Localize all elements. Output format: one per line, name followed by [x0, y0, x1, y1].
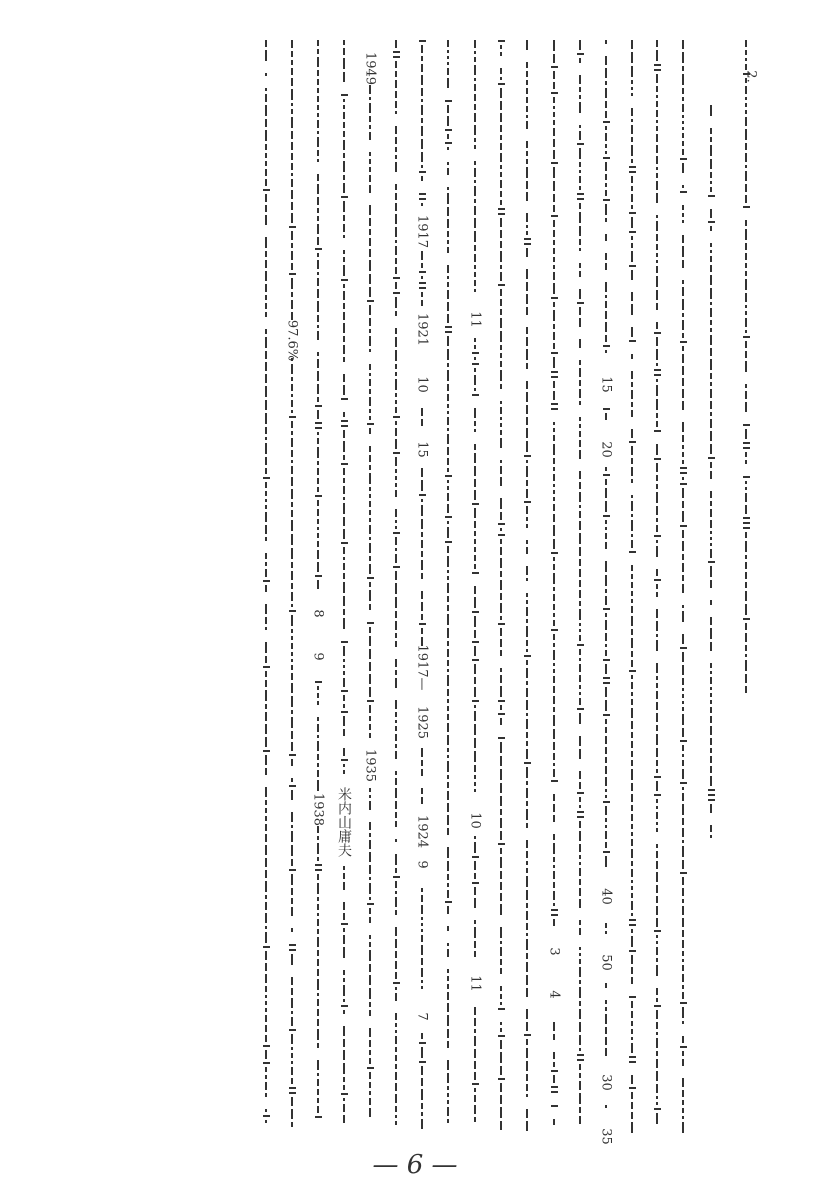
- text-column: [307, 40, 329, 1130]
- mongolian-script-strokes: [437, 40, 459, 1126]
- text-column: [255, 40, 277, 1130]
- text-column: [672, 40, 694, 1130]
- inline-numeral: 1921: [414, 312, 430, 347]
- text-column: [595, 40, 617, 1145]
- inline-numeral: 15: [598, 376, 614, 393]
- mongolian-script-strokes: [700, 105, 722, 841]
- mongolian-script-strokes: [307, 40, 329, 1130]
- inline-numeral: 40: [598, 888, 614, 905]
- inline-numeral: 1949: [362, 51, 378, 86]
- inline-numeral: 8: [310, 609, 326, 618]
- inline-numeral: 4: [546, 990, 562, 999]
- inline-numeral: 9: [414, 860, 430, 869]
- text-column: [464, 40, 486, 1130]
- inline-numeral: 10: [467, 812, 483, 829]
- inline-numeral: 1925: [414, 705, 430, 740]
- mongolian-script-strokes: [543, 40, 565, 1128]
- text-column: [735, 40, 757, 1130]
- cjk-name: 米内山庸夫: [336, 787, 352, 857]
- mongolian-script-strokes: [464, 40, 486, 1125]
- section-number: 2.: [743, 70, 759, 83]
- text-column: [385, 40, 407, 1130]
- inline-numeral: 11: [467, 975, 483, 992]
- mongolian-script-strokes: [359, 40, 381, 1129]
- inline-numeral: 50: [598, 954, 614, 971]
- inline-numeral: 1917—: [414, 644, 430, 691]
- text-column: [543, 40, 565, 1130]
- inline-numeral: 35: [598, 1128, 614, 1145]
- inline-numeral: 97.6%: [284, 319, 300, 362]
- mongolian-script-strokes: [255, 40, 277, 1126]
- inline-numeral: 1917: [414, 214, 430, 249]
- mongolian-script-strokes: [516, 40, 538, 1134]
- inline-numeral: 11: [467, 311, 483, 328]
- inline-numeral: 1938: [310, 792, 326, 827]
- inline-numeral: 1935: [362, 748, 378, 783]
- text-column: [700, 40, 722, 1130]
- inline-numeral: 15: [414, 441, 430, 458]
- mongolian-script-strokes: [569, 40, 591, 1127]
- mongolian-script-strokes: [735, 40, 757, 705]
- page-number: — 6 —: [372, 1150, 458, 1180]
- inline-numeral: 30: [598, 1074, 614, 1091]
- inline-numeral: 7: [414, 1012, 430, 1021]
- text-column: [621, 40, 643, 1130]
- text-column: [359, 40, 381, 1130]
- text-column: [646, 40, 668, 1130]
- text-column: [569, 40, 591, 1130]
- text-column: [333, 40, 355, 1130]
- mongolian-script-strokes: [333, 40, 355, 1135]
- text-column: [281, 40, 303, 1130]
- mongolian-script-strokes: [490, 40, 512, 1133]
- mongolian-script-strokes: [646, 40, 668, 1127]
- inline-numeral: 1924: [414, 814, 430, 849]
- mongolian-script-strokes: [385, 40, 407, 1128]
- mongolian-script-strokes: [621, 40, 643, 1136]
- mongolian-script-strokes: [672, 40, 694, 1136]
- mongolian-script-strokes: [411, 40, 433, 1132]
- text-column: [516, 40, 538, 1130]
- text-column: [490, 40, 512, 1130]
- inline-numeral: 10: [414, 376, 430, 393]
- vertical-text-block: [38, 40, 788, 1145]
- text-column: [411, 40, 433, 1130]
- text-column: [437, 40, 459, 1130]
- mongolian-script-strokes: [281, 40, 303, 1130]
- inline-numeral: 3: [546, 947, 562, 956]
- inline-numeral: 20: [598, 441, 614, 458]
- inline-numeral: 9: [310, 652, 326, 661]
